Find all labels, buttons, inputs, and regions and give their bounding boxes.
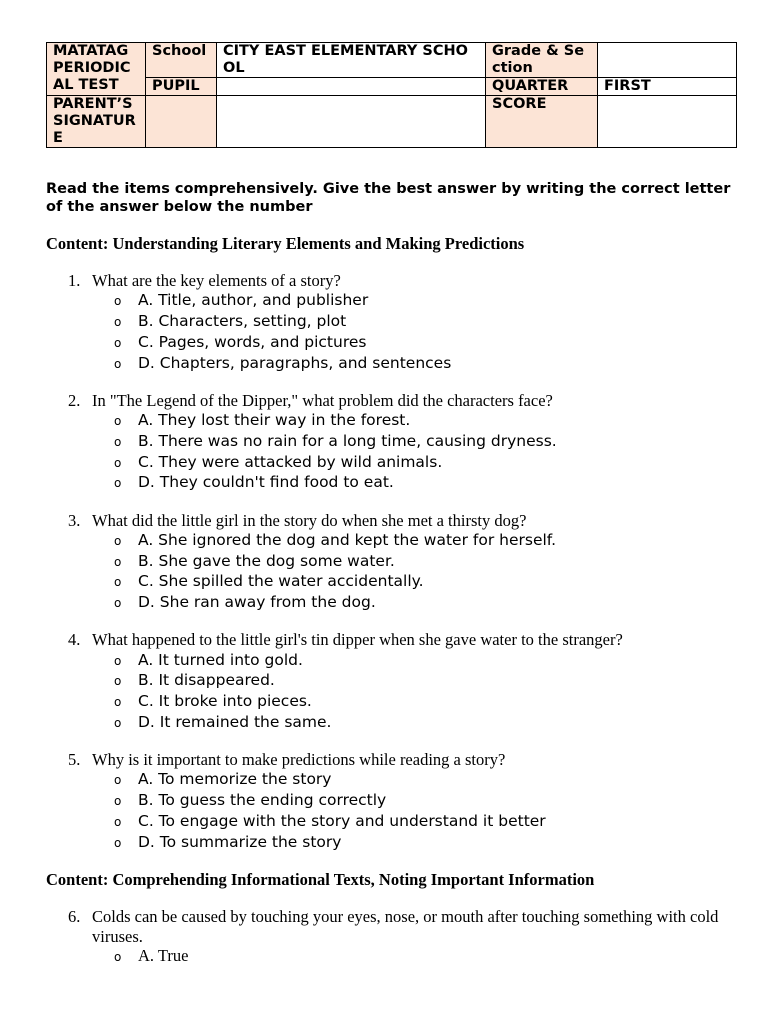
grade-label-cell: Grade & Section [486, 43, 598, 78]
question-text: In "The Legend of the Dipper," what problem did the characters face? [92, 391, 553, 410]
bullet-icon: o [114, 794, 122, 808]
school-value-cell: CITY EAST ELEMENTARY SCHOOL [217, 43, 486, 78]
bullet-icon: o [114, 357, 122, 371]
bullet-icon: o [114, 654, 122, 668]
question-text: Colds can be caused by touching your eyes, nose, or mouth after touching something with cold viruses. [92, 907, 719, 946]
section-title-1: Content: Understanding Literary Elements and Making Predictions [46, 234, 525, 253]
quarter-value-cell: FIRST [598, 78, 737, 96]
bullet-icon: o [114, 555, 122, 569]
question-text: What happened to the little girl's tin dipper when she gave water to the stranger? [92, 630, 623, 649]
question-number: 2. [68, 391, 81, 410]
parent-value-cell[interactable] [217, 96, 486, 148]
school-label-cell: School [146, 43, 217, 78]
bullet-icon: o [114, 674, 122, 688]
grade-value-cell[interactable] [598, 43, 737, 78]
parent-label-cell: PARENT’S SIGNATURE [47, 96, 146, 148]
document-page: MATATAG PERIODIC AL TEST School CITY EAST ELEMENTARY SCHOOL Grade & Section PUPIL QUARTER FIRST PARENT’S SIGNATURE SCORE Read the items comprehensively. Give the best answer by writing the correct letter of the answer below the number Content: Understanding Literary Elements and Making Predictions Content: Comprehending Informational Texts, Noting Important Information 1. What are the key elements of a story? o A. Title, author, and publisher o B. Characters, setting, plot o C. Pages, words, and pictures o D. Chapters, paragraphs, and sentences 2. In "The Legend of the Dipper," what problem did the characters face? o A. They lost their way in the forest. o B. There was no rain for a long time, causing dryness. o C. They were attacked by wild animals. o D. They couldn't find food to eat. 3. What did the little girl in the story do when she met a thirsty dog? o A. She ignored the dog and kept the water for herself. o B. She gave the dog some water. o C. She spilled the water accidentally. o D. She ran away from the dog. 4. What happened to the little girl's tin dipper when she gave water to the stranger? o A. It turned into gold. o B. It disappeared. o C. It broke into pieces. o D. It remained the same. 5. Why is it important to make predictions while reading a story? o A. To memorize the story o B. To guess the ending correctly o C. To engage with the story and understand it better o D. To summarize the story 6. Colds can be caused by touching your eyes, nose, or mouth after touching something with cold viruses. o A. True [0, 0, 768, 1024]
bullet-icon: o [114, 336, 122, 350]
pupil-value-cell[interactable] [217, 78, 486, 96]
bullet-icon: o [114, 950, 122, 964]
question-text: What did the little girl in the story do when she met a thirsty dog? [92, 511, 527, 530]
pupil-label-cell: PUPIL [146, 78, 217, 96]
bullet-icon: o [114, 596, 122, 610]
bullet-icon: o [114, 294, 122, 308]
bullet-icon: o [114, 773, 122, 787]
bullet-icon: o [114, 476, 122, 490]
section-title-2: Content: Comprehending Informational Texts, Noting Important Information [46, 870, 595, 889]
parent-blank-cell [146, 96, 217, 148]
question-text: What are the key elements of a story? [92, 271, 341, 290]
score-label-cell: SCORE [486, 96, 598, 148]
question-text: Why is it important to make predictions while reading a story? [92, 750, 506, 769]
instructions: Read the items comprehensively. Give the best answer by writing the correct letter of the answer below the number [46, 181, 731, 215]
bullet-icon: o [114, 315, 122, 329]
bullet-icon: o [114, 836, 122, 850]
question-number: 6. [68, 907, 81, 926]
question-number: 3. [68, 511, 81, 530]
score-value-cell[interactable] [598, 96, 737, 148]
question-number: 4. [68, 630, 81, 649]
bullet-icon: o [114, 456, 122, 470]
test-label-cell: MATATAG PERIODIC AL TEST [47, 43, 146, 96]
question-number: 5. [68, 750, 81, 769]
bullet-icon: o [114, 435, 122, 449]
quarter-label-cell: QUARTER [486, 78, 598, 96]
bullet-icon: o [114, 414, 122, 428]
bullet-icon: o [114, 575, 122, 589]
bullet-icon: o [114, 695, 122, 709]
question-number: 1. [68, 271, 81, 290]
header-table [46, 42, 737, 148]
bullet-icon: o [114, 815, 122, 829]
bullet-icon: o [114, 534, 122, 548]
bullet-icon: o [114, 716, 122, 730]
